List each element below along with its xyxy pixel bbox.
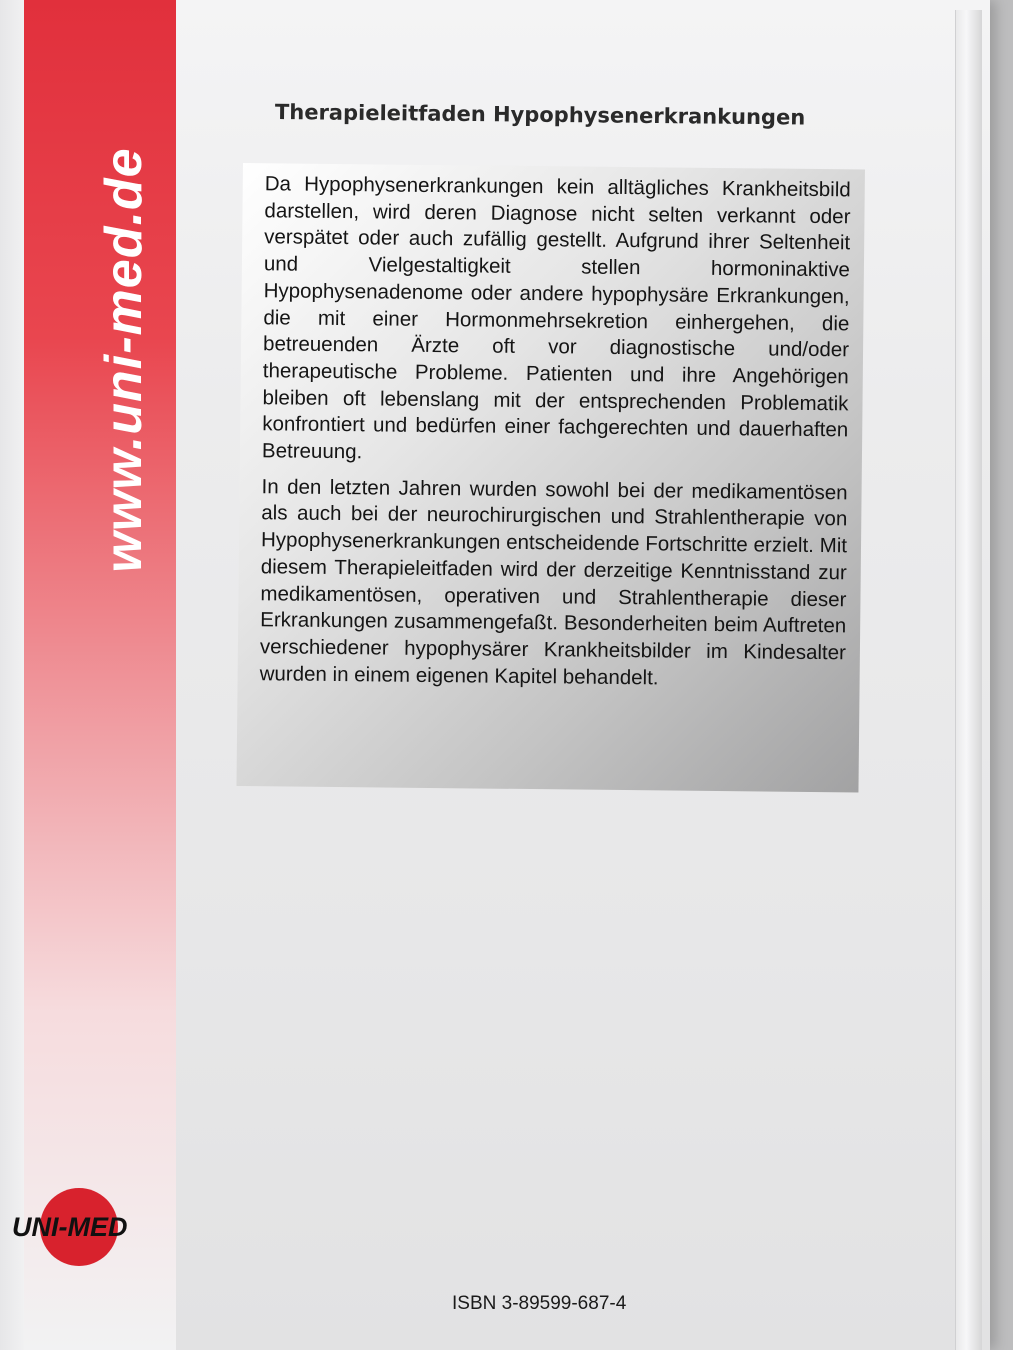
blurb-paragraph-2: In den letzten Jahren wurden sowohl bei der medikamentösen als auch bei der neurochirurgischen und Strahlentherapie von Hypophysenerkrankungen entscheidende Fortschritte erzielt. Mit diesem Therapieleitfaden wird der derzeitige Kenntnisstand zur medikamentösen, operativen und Strahlentherapie dieser Erkrankungen zusammengefaßt. Besonderheiten beim Auftreten verschiedener hypophysärer Krankheitsbilder im Kindesalter wurden in einem eigenen Kapitel behandelt. [259, 474, 848, 690]
isbn-number: ISBN 3-89599-687-4 [452, 1293, 627, 1314]
book-title: Therapieleitfaden Hypophysenerkrankungen [274, 100, 806, 130]
uni-med-logo [12, 1188, 128, 1268]
cover-left-edge [0, 0, 24, 1350]
book-page-edge [955, 10, 982, 1350]
red-spine-strip [24, 0, 176, 1350]
blurb-paragraph-1: Da Hypophysenerkrankungen kein alltägliches Krankheitsbild darstellen, wird deren Diagnose nicht selten verkannt oder verspätet oder auch zufällig gestellt. Aufgrund ihrer Seltenheit und Vielgestaltigkeit stellen hormoninaktive Hypophysenadenome oder andere hypophysäre Erkrankungen, die mit einer Hormonmehrsekretion einhergehen, die betreuenden Ärzte oft vor diagnostische und/oder therapeutische Probleme. Patienten und ihre Angehörigen bleiben oft lebenslang mit der entsprechenden Problematik konfrontiert und bedürfen einer fachgerechten und dauerhaften Betreuung. [261, 172, 851, 464]
blurb-box [236, 163, 864, 792]
publisher-url: www.uni-med.de [95, 147, 153, 573]
logo-text: UNI-MED [12, 1212, 128, 1242]
